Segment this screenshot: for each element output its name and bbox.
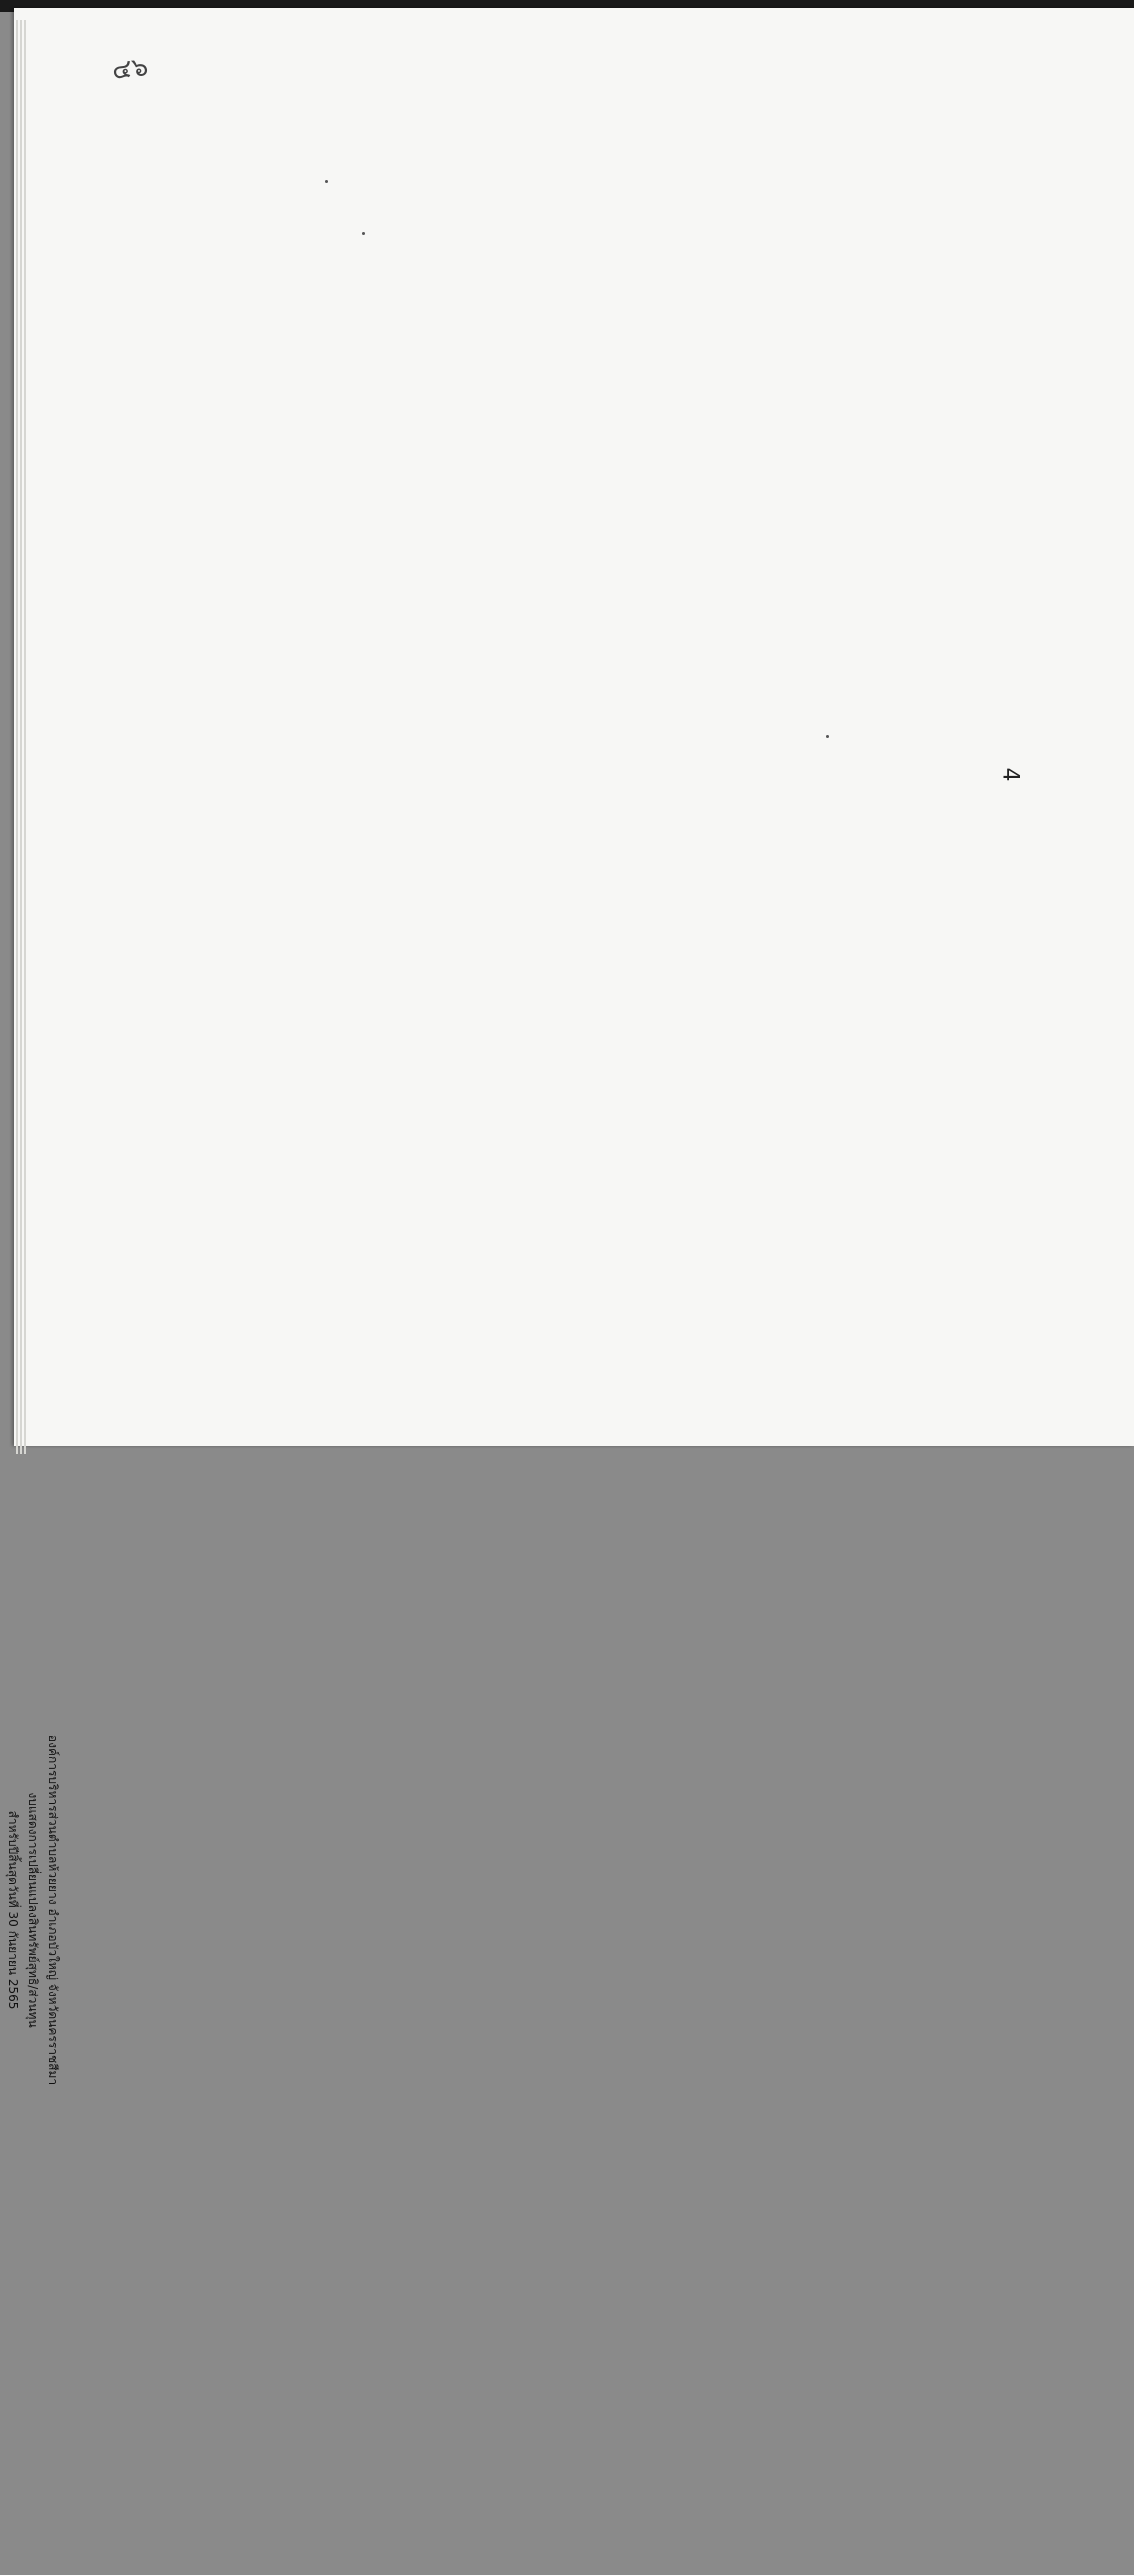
scan-speck — [362, 232, 365, 235]
page-stack-edge — [16, 20, 18, 1454]
statement-title: งบแสดงการเปลี่ยนแปลงสินทรัพย์สุทธิ/ส่วนทุน — [26, 1792, 40, 2028]
org-title: องค์การบริหารส่วนตำบลห้วยยาง อำเภอบัวใหญ่ จังหวัดนครราชสีมา — [46, 1734, 60, 2086]
document-page — [14, 8, 1134, 1446]
page-number: 4 — [997, 767, 1023, 782]
period-title: สำหรับปีสิ้นสุดวันที่ 30 กันยายน 2565 — [6, 1810, 20, 2010]
rotated-statement — [0, 1285, 80, 2535]
page-stack-edge — [24, 20, 26, 1454]
handwritten-page-mark: ๔๖ — [110, 52, 150, 86]
page-stack-edge — [20, 20, 22, 1454]
scan-speck — [826, 735, 829, 738]
scan-speck — [325, 180, 328, 183]
